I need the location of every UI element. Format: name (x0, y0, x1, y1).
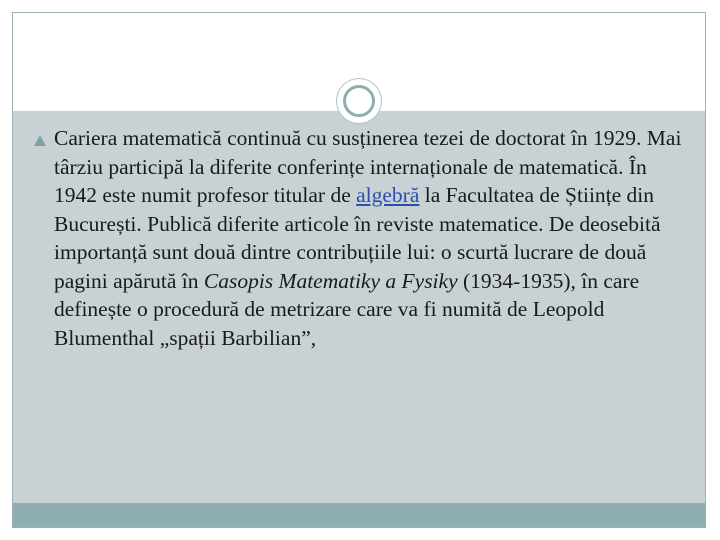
paragraph-text-2: la Facultatea de Științe din București. Publică diferite articole în reviste matematice. De deosebită importanță sunt două dintre contribuțiile lui: o scurtă lucrare de două pagini apărută în (54, 183, 661, 293)
ring-ornament-icon (337, 79, 381, 123)
paragraph-text-1: Cariera matematică continuă cu susținerea tezei de doctorat în 1929. Mai târziu participă la diferite conferințe internaționale de matematică. În 1942 este numit profesor titular de (54, 126, 682, 207)
paragraph-text-3: (1934-1935), în care definește o procedură de metrizare care va fi numită de Leopold Blumenthal „spații Barbilian”, (54, 268, 640, 350)
ring-inner (343, 85, 375, 117)
algebra-link[interactable]: algebră (356, 183, 420, 207)
triangle-bullet-icon (33, 133, 47, 147)
journal-title: Casopis Matematiky a Fysiky (203, 268, 458, 293)
body-paragraph (54, 124, 684, 352)
